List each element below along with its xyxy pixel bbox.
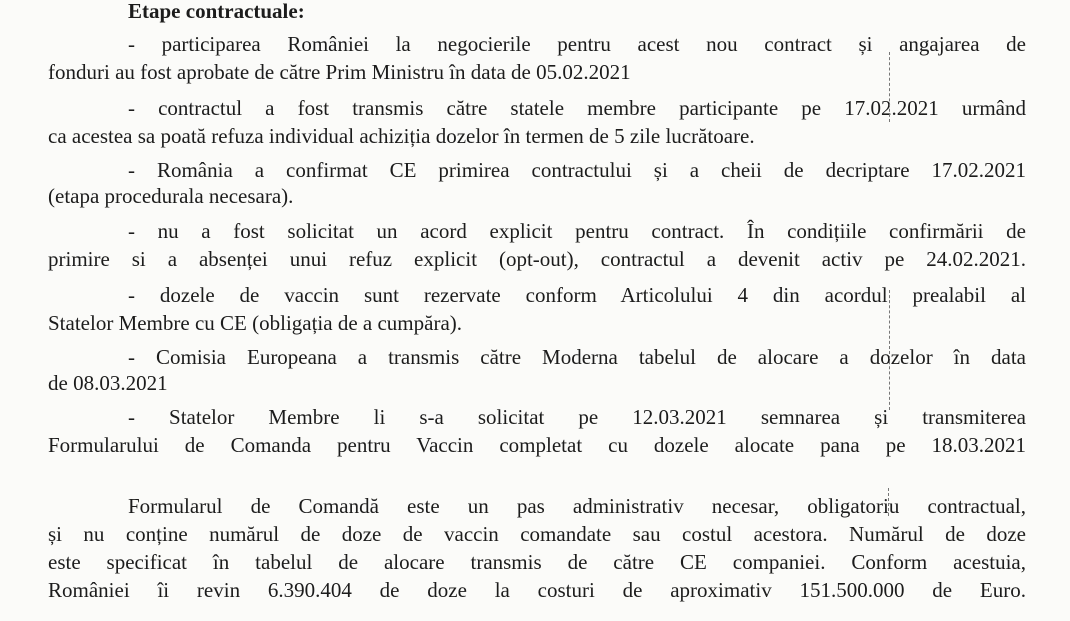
item-4-line-2: primire si a absenței unui refuz explicit (opt-out), contractul a devenit activ pe 24.02.2021. xyxy=(48,247,1026,271)
item-5-line-1: - dozele de vaccin sunt rezervate conform Articolului 4 din acordul prealabil al xyxy=(128,283,1026,307)
scan-artifact-mark xyxy=(889,290,890,410)
item-7-line-2: Formularului de Comanda pentru Vaccin completat cu dozele alocate pana pe 18.03.2021 xyxy=(48,433,1026,457)
item-2-line-1: - contractul a fost transmis către statele membre participante pe 17.02.2021 urmând xyxy=(128,96,1026,120)
item-7-line-1: - Statelor Membre li s-a solicitat pe 12.03.2021 semnarea și transmiterea xyxy=(128,405,1026,429)
scan-artifact-mark xyxy=(888,488,889,516)
scan-artifact-mark xyxy=(889,52,890,122)
paragraph-line-2: și nu conține numărul de doze de vaccin comandate sau costul acestora. Numărul de doze xyxy=(48,522,1026,546)
item-5-line-2: Statelor Membre cu CE (obligația de a cumpăra). xyxy=(48,311,463,335)
item-4-line-1: - nu a fost solicitat un acord explicit pentru contract. În condițiile confirmării de xyxy=(128,219,1026,243)
item-2-line-2: ca acestea sa poată refuza individual achiziția dozelor în termen de 5 zile lucrătoare. xyxy=(48,124,755,148)
item-6-line-2: de 08.03.2021 xyxy=(48,371,168,395)
item-3-line-2: (etapa procedurala necesara). xyxy=(48,184,294,208)
section-heading: Etape contractuale: xyxy=(128,0,305,23)
item-1-line-1: - participarea României la negocierile pentru acest nou contract și angajarea de xyxy=(128,32,1026,56)
item-3-line-1: - România a confirmat CE primirea contractului și a cheii de decriptare 17.02.2021 xyxy=(128,158,1026,182)
paragraph-line-1: Formularul de Comandă este un pas administrativ necesar, obligatoriu contractual, xyxy=(128,494,1026,518)
item-6-line-1: - Comisia Europeana a transmis către Moderna tabelul de alocare a dozelor în data xyxy=(128,345,1026,369)
paragraph-line-4: României îi revin 6.390.404 de doze la costuri de aproximativ 151.500.000 de Euro. xyxy=(48,578,1026,602)
item-1-line-2: fonduri au fost aprobate de către Prim Ministru în data de 05.02.2021 xyxy=(48,60,631,84)
paragraph-line-3: este specificat în tabelul de alocare transmis de către CE companiei. Conform acestuia, xyxy=(48,550,1026,574)
